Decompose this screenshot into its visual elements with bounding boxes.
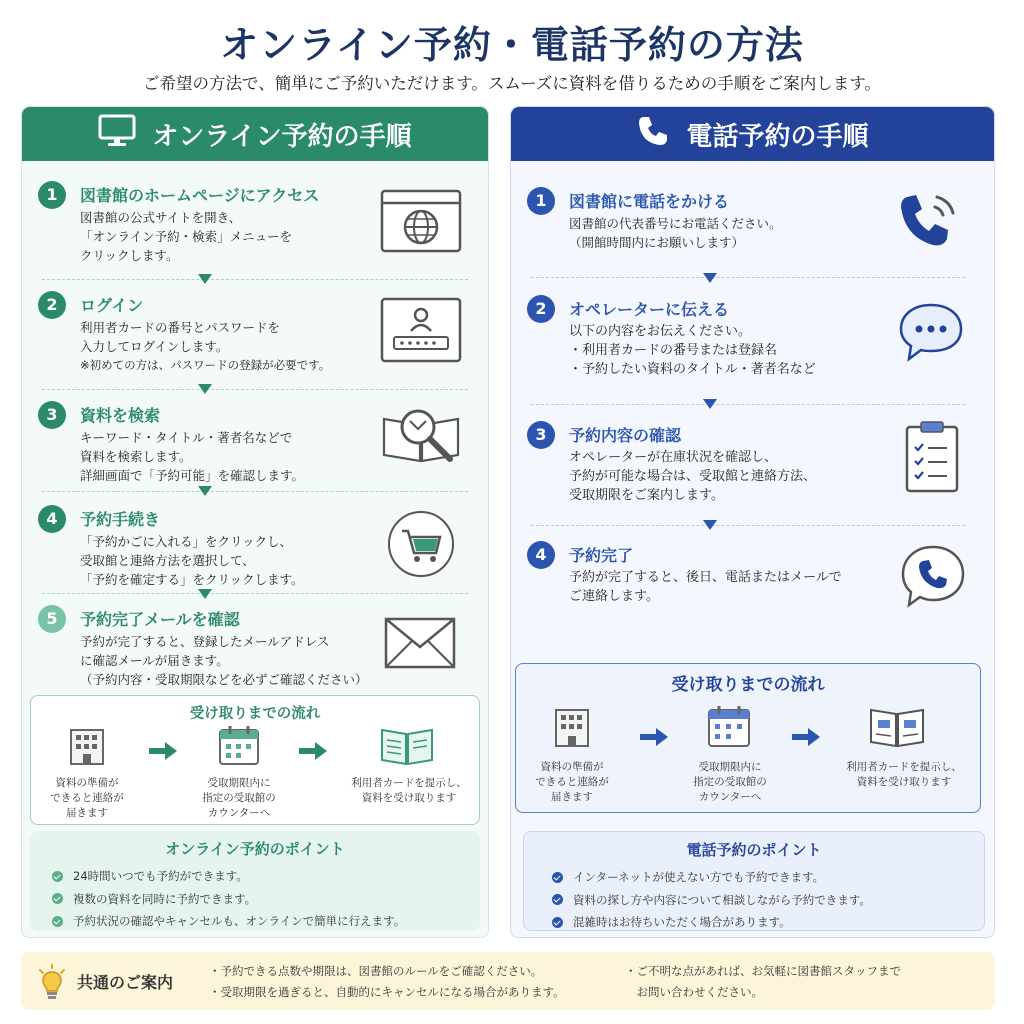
step-line: 予約が完了すると、登録したメールアドレス xyxy=(80,634,330,649)
step-description xyxy=(80,532,304,589)
calendar-icon xyxy=(706,704,752,752)
flow-line: 指定の受取館の xyxy=(693,776,767,788)
online-panel-header xyxy=(22,107,488,161)
step-title: 予約完了メールを確認 xyxy=(80,610,240,629)
page-subtitle: ご希望の方法で、簡単にご予約いただけます。スムーズに資料を借りるための手順をご案内します。 xyxy=(143,74,881,93)
flow-step-3 xyxy=(347,776,471,806)
flow-line: 届きます xyxy=(66,807,108,819)
cart-icon xyxy=(386,509,456,583)
step-line: クリックします。 xyxy=(80,248,179,263)
flow-line: 指定の受取館の xyxy=(202,792,276,804)
online-panel-title: オンライン予約の手順 xyxy=(152,121,412,152)
point-text: インターネットが使えない方でも予約できます。 xyxy=(573,870,825,884)
check-icon xyxy=(52,893,63,904)
phone-flow-box xyxy=(515,663,981,813)
step-line: 「予約かごに入れる」をクリックし、 xyxy=(80,534,293,549)
check-icon xyxy=(52,871,63,882)
step-line: 利用者カードの番号とパスワードを xyxy=(80,320,281,335)
check-icon xyxy=(552,872,563,883)
step-number: 5 xyxy=(38,605,66,633)
flow-line: できると連絡が xyxy=(535,776,609,788)
arrow-right-icon xyxy=(640,728,668,750)
step-arrow xyxy=(198,589,212,599)
page-title: オンライン予約・電話予約の方法 xyxy=(220,23,804,67)
step-number: 3 xyxy=(527,421,555,449)
step-description xyxy=(569,448,816,505)
step-number: 2 xyxy=(38,291,66,319)
envelope-icon xyxy=(384,617,456,673)
common-note: ・予約できる点数や期限は、図書館のルールをご確認ください。 xyxy=(209,964,543,978)
phone-panel xyxy=(510,106,995,938)
calendar-icon xyxy=(217,724,261,770)
point-item xyxy=(52,888,405,911)
check-icon xyxy=(552,894,563,905)
step-line: ご連絡します。 xyxy=(569,589,659,604)
open-book-icon xyxy=(868,706,926,752)
point-text: 複数の資料を同時に予約できます。 xyxy=(73,891,257,906)
point-item xyxy=(552,866,871,889)
step-description xyxy=(80,208,292,265)
flow-line: カウンターへ xyxy=(207,807,271,819)
phone-panel-title: 電話予約の手順 xyxy=(686,121,869,152)
step-description xyxy=(569,214,782,252)
common-notes-left xyxy=(209,961,565,1003)
check-icon xyxy=(52,916,63,927)
clipboard-icon xyxy=(903,419,961,499)
phone-icon xyxy=(636,114,670,155)
flow-step-3 xyxy=(838,760,970,790)
common-note: ・受取期限を過ぎると、自動的にキャンセルになる場合があります。 xyxy=(209,985,565,999)
step-number: 4 xyxy=(38,505,66,533)
point-item xyxy=(52,865,405,888)
step-line: 資料を検索します。 xyxy=(80,449,192,464)
common-note: お問い合わせください。 xyxy=(625,985,763,999)
building-icon xyxy=(67,726,107,770)
step-description xyxy=(80,632,368,689)
point-text: 24時間いつでも予約ができます。 xyxy=(73,869,248,883)
browser-globe-icon xyxy=(380,189,462,257)
step-line: （予約内容・受取期限などを必ずご確認ください） xyxy=(80,672,368,687)
flow-line: 資料を受け取ります xyxy=(361,792,457,804)
login-icon xyxy=(380,297,462,367)
point-item xyxy=(552,889,871,912)
step-title: 予約完了 xyxy=(569,546,634,565)
step-line: に確認メールが届きます。 xyxy=(80,653,229,668)
flow-line: できると連絡が xyxy=(50,792,124,804)
points-title: オンライン予約のポイント xyxy=(165,840,345,858)
flow-step-1 xyxy=(530,760,614,805)
step-line: 詳細画面で「予約可能」を確認します。 xyxy=(80,468,305,483)
common-info xyxy=(21,952,995,1010)
step-title: 図書館のホームページにアクセス xyxy=(80,186,320,205)
flow-line: 受取期限内に xyxy=(207,777,271,789)
point-item xyxy=(52,910,405,933)
lightbulb-icon xyxy=(37,964,67,1004)
point-item xyxy=(552,911,871,934)
step-number: 1 xyxy=(38,181,66,209)
step-title: 予約手続き xyxy=(80,510,161,529)
step-arrow xyxy=(703,273,717,283)
phone-panel-header xyxy=(511,107,994,161)
step-title: 図書館に電話をかける xyxy=(569,192,730,211)
step-number: 4 xyxy=(527,541,555,569)
arrow-right-icon xyxy=(299,742,327,764)
flow-title: 受け取りまでの流れ xyxy=(671,675,825,695)
step-line: （開館時間内にお願いします） xyxy=(569,235,745,250)
step-line: ・利用者カードの番号または登録名 xyxy=(569,343,778,358)
online-panel xyxy=(21,106,489,938)
flow-line: 受取期限内に xyxy=(698,761,762,773)
flow-step-2 xyxy=(682,760,778,805)
step-title: 資料を検索 xyxy=(80,406,161,425)
flow-line: 利用者カードを提示し、 xyxy=(846,761,962,773)
step-title: ログイン xyxy=(80,296,144,315)
common-title: 共通のご案内 xyxy=(77,973,174,992)
step-line: ・予約したい資料のタイトル・著者名など xyxy=(569,362,816,377)
step-line: 受取期限をご案内します。 xyxy=(569,488,724,503)
flow-step-1 xyxy=(45,776,129,821)
point-text: 混雑時はお待ちいただく場合があります。 xyxy=(573,915,791,929)
step-description xyxy=(80,318,330,375)
phone-bubble-icon xyxy=(899,543,967,613)
phone-points xyxy=(523,831,985,931)
step-number: 1 xyxy=(527,187,555,215)
search-book-icon xyxy=(380,401,462,471)
flow-line: カウンターへ xyxy=(698,791,762,803)
step-line: 図書館の代表番号にお電話ください。 xyxy=(569,216,782,231)
online-points xyxy=(30,831,480,931)
point-text: 資料の探し方や内容について相談しながら予約できます。 xyxy=(573,892,871,907)
flow-line: 届きます xyxy=(551,791,593,803)
flow-line: 資料の準備が xyxy=(55,777,119,789)
flow-step-2 xyxy=(191,776,287,821)
step-line: 入力してログインします。 xyxy=(80,339,229,354)
step-title: オペレーターに伝える xyxy=(569,300,730,319)
step-arrow xyxy=(198,486,212,496)
step-arrow xyxy=(703,520,717,530)
step-arrow xyxy=(703,399,717,409)
step-line: 以下の内容をお伝えください。 xyxy=(569,324,752,339)
chat-bubble-icon xyxy=(897,301,965,367)
common-note: ・ご不明な点があれば、お気軽に図書館スタッフまで xyxy=(625,964,901,978)
step-description xyxy=(80,428,304,485)
points-title: 電話予約のポイント xyxy=(686,841,822,859)
arrow-right-icon xyxy=(149,742,177,764)
step-number: 2 xyxy=(527,295,555,323)
step-line: 受取館と連絡方法を選択して、 xyxy=(80,553,255,568)
step-arrow xyxy=(198,274,212,284)
building-icon xyxy=(552,706,592,752)
step-description xyxy=(569,322,816,379)
step-line: 予約が可能な場合は、受取館と連絡方法、 xyxy=(569,469,817,484)
step-arrow xyxy=(198,384,212,394)
point-text: 予約状況の確認やキャンセルも、オンラインで簡単に行えます。 xyxy=(73,914,406,928)
common-notes-right xyxy=(625,961,901,1003)
flow-line: 資料の準備が xyxy=(540,761,604,773)
check-icon xyxy=(552,917,563,928)
step-line: 「オンライン予約・検索」メニューを xyxy=(80,229,293,244)
step-line: キーワード・タイトル・著者名などで xyxy=(80,430,293,445)
step-number: 3 xyxy=(38,401,66,429)
step-line: オペレーターが在庫状況を確認し、 xyxy=(569,450,778,465)
flow-title: 受け取りまでの流れ xyxy=(189,706,321,722)
step-line: 図書館の公式サイトを開き、 xyxy=(80,210,242,225)
step-line: 「予約を確定する」をクリックします。 xyxy=(80,572,304,587)
arrow-right-icon xyxy=(792,728,820,750)
phone-wave-icon xyxy=(897,189,961,255)
step-title: 予約内容の確認 xyxy=(569,426,682,445)
step-line: 予約が完了すると、後日、電話またはメールで xyxy=(569,570,842,585)
open-book-icon xyxy=(379,726,435,770)
step-description xyxy=(569,568,842,606)
flow-line: 資料を受け取ります xyxy=(856,776,952,788)
flow-line: 利用者カードを提示し、 xyxy=(351,777,467,789)
online-flow-box xyxy=(30,695,480,825)
step-line: ※初めての方は、パスワードの登録が必要です。 xyxy=(80,358,331,372)
monitor-icon xyxy=(98,114,136,155)
